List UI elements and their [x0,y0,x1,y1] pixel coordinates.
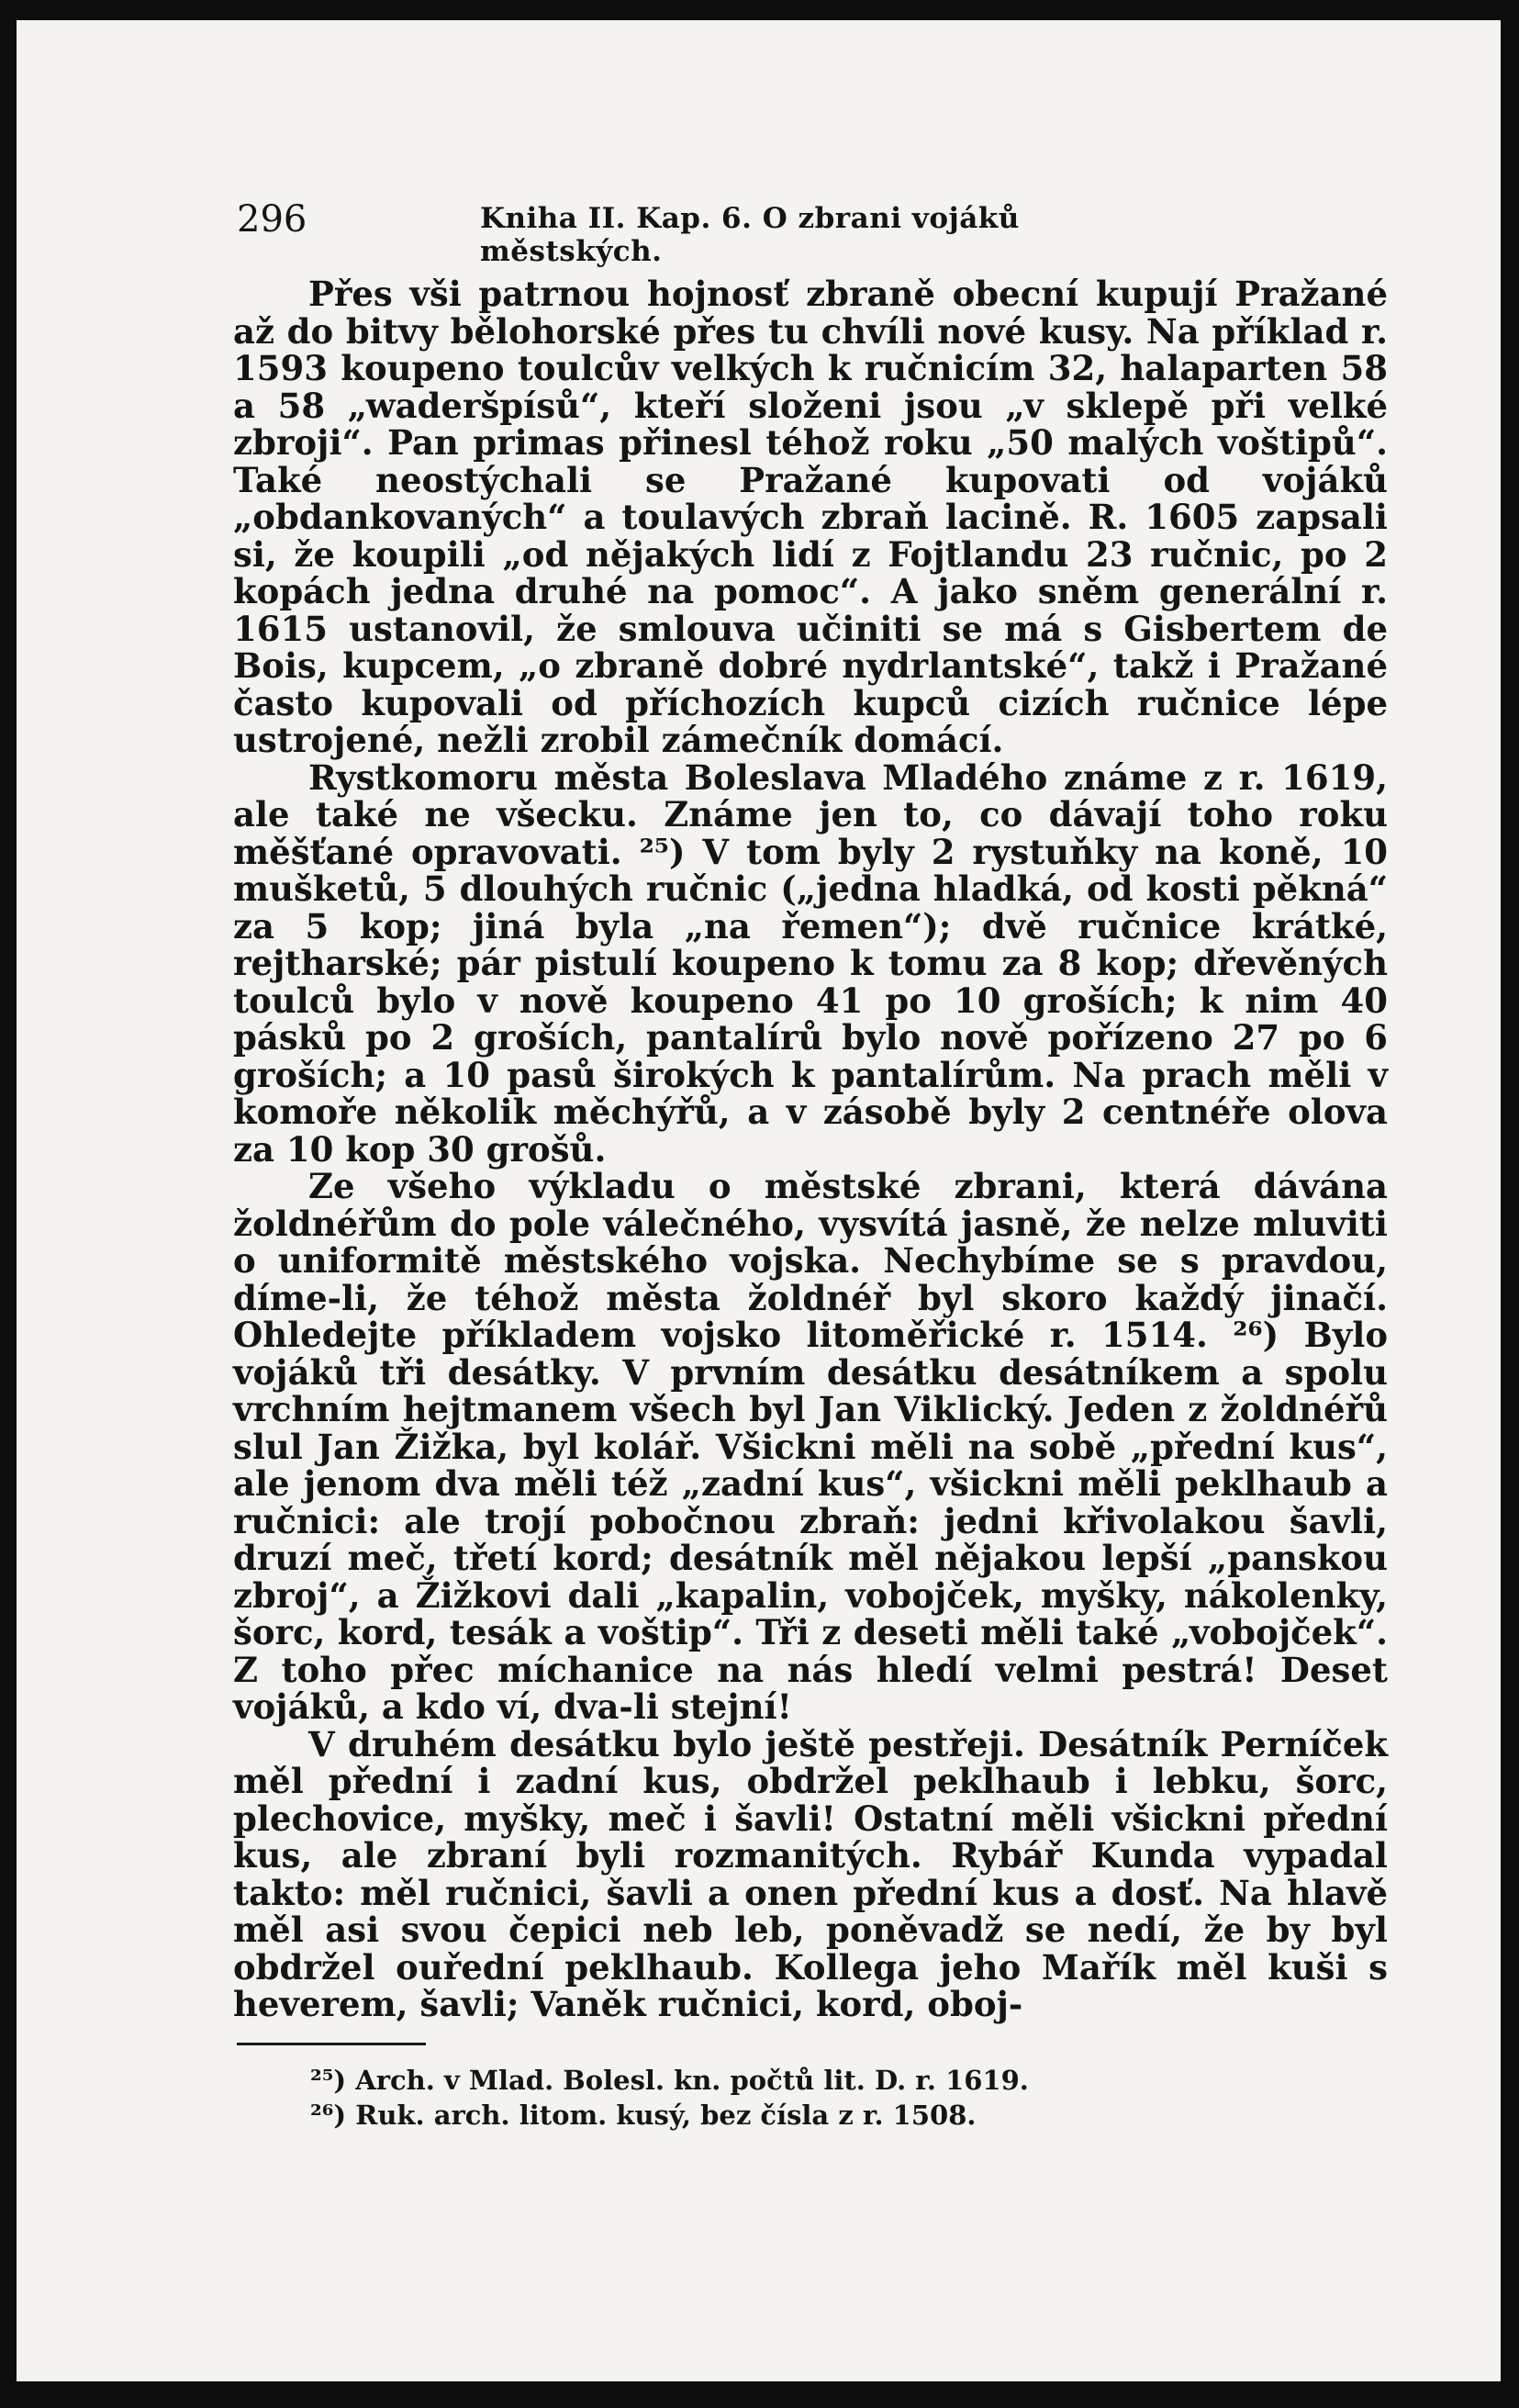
paragraph-3: Ze všeho výkladu o městské zbrani, která dávána žoldnéřům do pole válečného, vysvítá jasně, že nelze mluviti o uniformitě městského vojska. Nechybíme se s pravdou, díme-li, že téhož města žoldnéř byl skoro každý jinačí. Ohledejte příkladem vojsko litoměřické r. 1514. ²⁶) Bylo vojáků tři desátky. V prvním desátku desátníkem a spolu vrchním hejtmanem všech byl Jan Viklický. Jeden z žoldnéřů slul Jan Žižka, byl kolář. Všickni měli na sobě „přední kus“, ale jenom dva měli též „zadní kus“, všickni měli peklhaub a ručnici: ale trojí pobočnou zbraň: jedni křivolakou šavli, druzí meč, třetí kord; desátník měl nějakou lepší „panskou zbroj“, a Žižkovi dali „kapalin, vobojček, myšky, nákolenky, šorc, kord, tesák a voštip“. Tři z deseti měli také „vobojček“. Z toho přec míchanice na nás hledí velmi pestrá! Deset vojáků, a kdo ví, dva-li stejní! [233,1166,1388,1727]
body-text [233,275,1388,2023]
book-page [17,20,1501,2381]
paragraph-1: Přes vši patrnou hojnosť zbraně obecní kupují Pražané až do bitvy bělohorské přes tu chvíli nové kusy. Na příklad r. 1593 koupeno toulcův velkých k ručnicím 32, halaparten 58 a 58 „waderšpísů“, kteří složeni jsou „v sklepě při velké zbroji“. Pan primas přinesl téhož roku „50 malých voštipů“. Také neostýchali se Pražané kupovati od vojáků „obdankovaných“ a toulavých zbraň lacině. R. 1605 zapsali si, že koupili „od nějakých lidí z Fojtlandu 23 ručnic, po 2 kopách jedna druhé na pomoc“. A jako sněm generální r. 1615 ustanovil, že smlouva učiniti se má s Gisbertem de Bois, kupcem, „o zbraně dobré nydrlantské“, takž i Pražané často kupovali od příchozích kupců cizích ručnice lépe ustrojené, nežli zrobil zámečník domácí. [233,274,1388,760]
page-number: 296 [237,198,307,241]
paragraph-2: Rystkomoru města Boleslava Mladého známe z r. 1619, ale také ne všecku. Známe jen to, co dávají toho roku měšťané opravovati. ²⁵) V tom byly 2 rystuňky na koně, 10 mušketů, 5 dlouhých ručnic („jedna hladká, od kosti pěkná“ za 5 kop; jiná byla „na řemen“); dvě ručnice krátké, rejtharské; pár pistulí koupeno k tomu za 8 kop; dřevěných toulců bylo v nově koupeno 41 po 10 groších; k nim 40 pásků po 2 groších, pantalírů bylo nově pořízeno 27 po 6 groších; a 10 pasů širokých k pantalírům. Na prach měli v komoře několik měchýřů, a v zásobě byly 2 centnéře olova za 10 kop 30 grošů. [233,756,1388,1170]
footnote-25: ²⁵) Arch. v Mlad. Bolesl. kn. počtů lit. D. r. 1619. [310,2065,1029,2096]
chapter-title: Kniha II. Kap. 6. O zbrani vojáků městských. [480,202,1020,268]
footnote-rule [237,2043,426,2045]
paragraph-4: V druhém desátku bylo ještě pestřeji. Desátník Perníček měl přední i zadní kus, obdržel peklhaub i lebku, šorc, plechovice, myšky, meč i šavli! Ostatní měli všickni přední kus, ale zbraní byli rozmanitých. Rybář Kunda vypadal takto: měl ručnici, šavli a onen přední kus a dosť. Na hlavě měl asi svou čepici neb leb, poněvadž se nedí, že by byl obdržel ouřední peklhaub. Kollega jeho Mařík měl kuši s heverem, šavli; Vaněk ručnici, kord, oboj- [233,1723,1388,2024]
footnote-26: ²⁶) Ruk. arch. litom. kusý, bez čísla z r. 1508. [310,2100,977,2131]
running-head [237,185,1191,268]
footnotes [310,2063,1320,2133]
